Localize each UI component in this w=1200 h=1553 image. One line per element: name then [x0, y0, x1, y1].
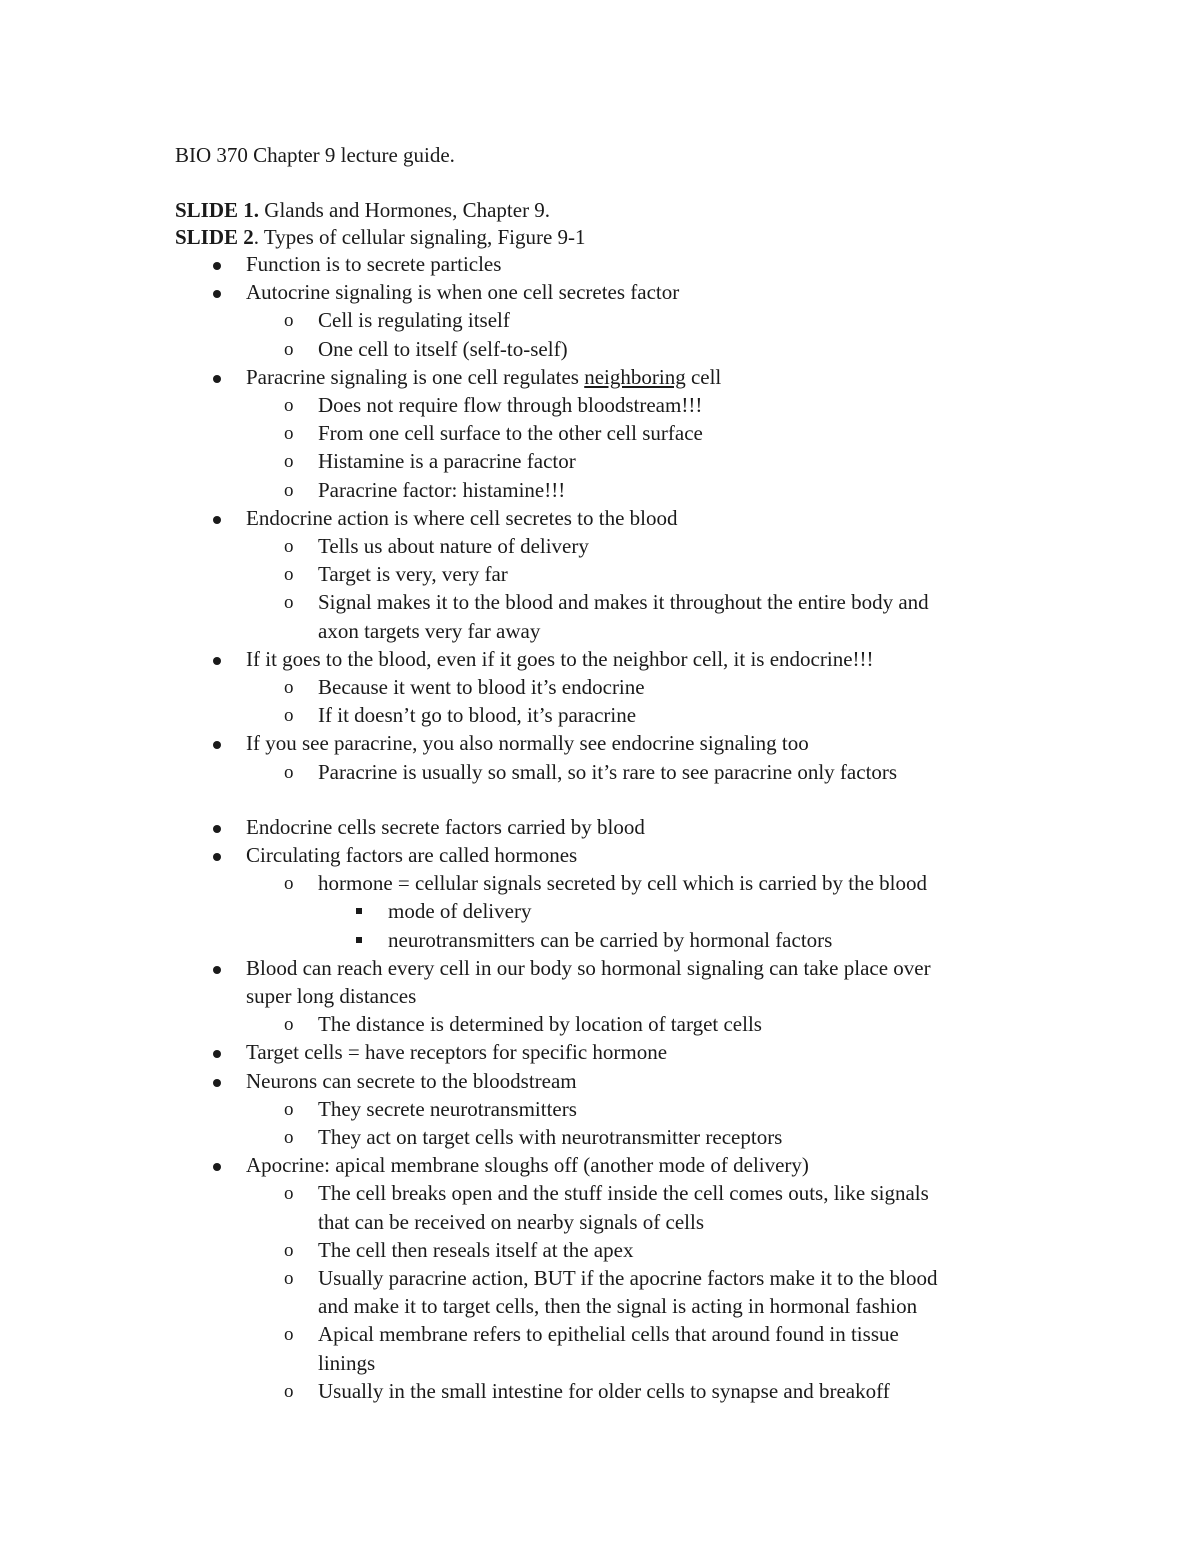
- list-item-text: Cell is regulating itself: [318, 308, 510, 333]
- sub-bullet-icon: o: [284, 479, 294, 501]
- list-item-text: hormone = cellular signals secreted by cell which is carried by the blood: [318, 871, 927, 896]
- list-item-text: Apocrine: apical membrane sloughs off (another mode of delivery): [246, 1153, 809, 1178]
- sub-bullet-icon: o: [284, 1324, 294, 1346]
- sub-bullet-icon: o: [284, 395, 294, 416]
- bullet-icon: [213, 825, 221, 833]
- list-item-text: Paracrine signaling is one cell regulates neighboring cell: [246, 364, 722, 389]
- sub-bullet-icon: o: [284, 1380, 294, 1402]
- list-item-text: Blood can reach every cell in our body so hormonal signaling can take place over: [246, 955, 931, 980]
- list-item-text: If it goes to the blood, even if it goes to the neighbor cell, it is endocrine!!!: [246, 646, 874, 671]
- list-item-text: Apical membrane refers to epithelial cells that around found in tissue: [318, 1322, 899, 1347]
- document-title: BIO 370 Chapter 9 lecture guide.: [175, 143, 455, 167]
- list-item-text: and make it to target cells, then the signal is acting in hormonal fashion: [318, 1294, 918, 1319]
- sub-bullet-icon: o: [284, 705, 294, 727]
- sub-bullet-icon: o: [284, 677, 294, 698]
- list-item-text: Paracrine factor: histamine!!!: [318, 477, 566, 502]
- bullet-icon: [213, 853, 221, 861]
- list-item-text: Endocrine cells secrete factors carried by blood: [246, 814, 645, 839]
- sub-bullet-icon: o: [284, 1098, 294, 1120]
- list-item-text: If you see paracrine, you also normally see endocrine signaling too: [246, 731, 809, 756]
- bullet-icon: [213, 741, 221, 749]
- sub-bullet-icon: o: [284, 761, 294, 783]
- sub-bullet-icon: o: [284, 451, 294, 473]
- list-item-text: The distance is determined by location of target cells: [318, 1012, 762, 1037]
- bullet-icon: [213, 375, 221, 383]
- list-item-text: linings: [318, 1350, 376, 1375]
- sub-bullet-icon: o: [284, 1239, 294, 1261]
- list-item-text: Does not require flow through bloodstream!!!: [318, 393, 703, 417]
- sub-bullet-icon: o: [284, 1268, 294, 1289]
- bullet-icon: [213, 516, 221, 524]
- list-item-text: neurotransmitters can be carried by hormonal factors: [388, 927, 833, 952]
- list-item-text: Histamine is a paracrine factor: [318, 449, 576, 474]
- underlined-term: neighboring: [584, 364, 686, 389]
- list-item-text: Usually paracrine action, BUT if the apocrine factors make it to the blood: [318, 1266, 938, 1290]
- sub-bullet-icon: o: [284, 338, 294, 360]
- list-item-text: mode of delivery: [388, 899, 532, 924]
- list-item-text: The cell then reseals itself at the apex: [318, 1237, 634, 1262]
- square-bullet-icon: [356, 908, 362, 914]
- list-item-text: Paracrine is usually so small, so it’s rare to see paracrine only factors: [318, 759, 898, 784]
- list-item-text: Neurons can secrete to the bloodstream: [246, 1068, 577, 1093]
- list-item-text: Autocrine signaling is when one cell secretes factor: [246, 280, 680, 305]
- list-item-text: Circulating factors are called hormones: [246, 843, 578, 867]
- list-item-text: that can be received on nearby signals of cells: [318, 1209, 705, 1234]
- slide-1-label: SLIDE 1.: [175, 198, 260, 222]
- list-item-text: Target is very, very far: [318, 562, 508, 587]
- list-item-text: Function is to secrete particles: [246, 252, 502, 276]
- bullet-icon: [213, 290, 221, 298]
- sub-bullet-icon: o: [284, 873, 294, 895]
- list-item-text: From one cell surface to the other cell surface: [318, 421, 703, 446]
- list-item-text: Endocrine action is where cell secretes to the blood: [246, 505, 678, 530]
- list-item-text: super long distances: [246, 984, 417, 1008]
- list-item-text: Signal makes it to the blood and makes it throughout the entire body and: [318, 590, 929, 615]
- sub-bullet-icon: o: [284, 592, 294, 614]
- slide-2-text: . Types of cellular signaling, Figure 9-1: [253, 225, 586, 249]
- sub-bullet-icon: o: [284, 423, 294, 445]
- slide-1-text: Glands and Hormones, Chapter 9.: [259, 198, 551, 222]
- sub-bullet-icon: o: [284, 1127, 294, 1148]
- list-item-text: axon targets very far away: [318, 618, 541, 643]
- list-item-text: The cell breaks open and the stuff inside the cell comes outs, like signals: [318, 1181, 929, 1206]
- list-item-text: Because it went to blood it’s endocrine: [318, 675, 645, 699]
- list-item-text: If it doesn’t go to blood, it’s paracrine: [318, 703, 637, 728]
- list-item-text: They act on target cells with neurotransmitter receptors: [318, 1125, 783, 1149]
- bullet-icon: [213, 1050, 221, 1058]
- list-item-text: They secrete neurotransmitters: [318, 1096, 577, 1121]
- list-item-text: Usually in the small intestine for older cells to synapse and breakoff: [318, 1378, 890, 1403]
- bullet-icon: [213, 966, 221, 974]
- sub-bullet-icon: o: [284, 310, 294, 332]
- sub-bullet-icon: o: [284, 1014, 294, 1036]
- bullet-icon: [213, 1079, 221, 1087]
- sub-bullet-icon: o: [284, 1183, 294, 1205]
- list-item-text: Tells us about nature of delivery: [318, 534, 589, 558]
- bullet-icon: [213, 657, 221, 665]
- square-bullet-icon: [356, 937, 362, 943]
- sub-bullet-icon: o: [284, 536, 294, 557]
- list-item-text: Target cells = have receptors for specific hormone: [246, 1040, 668, 1065]
- bullet-icon: [213, 1163, 221, 1171]
- sub-bullet-icon: o: [284, 564, 294, 586]
- list-item-text: One cell to itself (self-to-self): [318, 336, 568, 361]
- bullet-icon: [213, 262, 221, 270]
- slide-2-label: SLIDE 2: [175, 225, 254, 249]
